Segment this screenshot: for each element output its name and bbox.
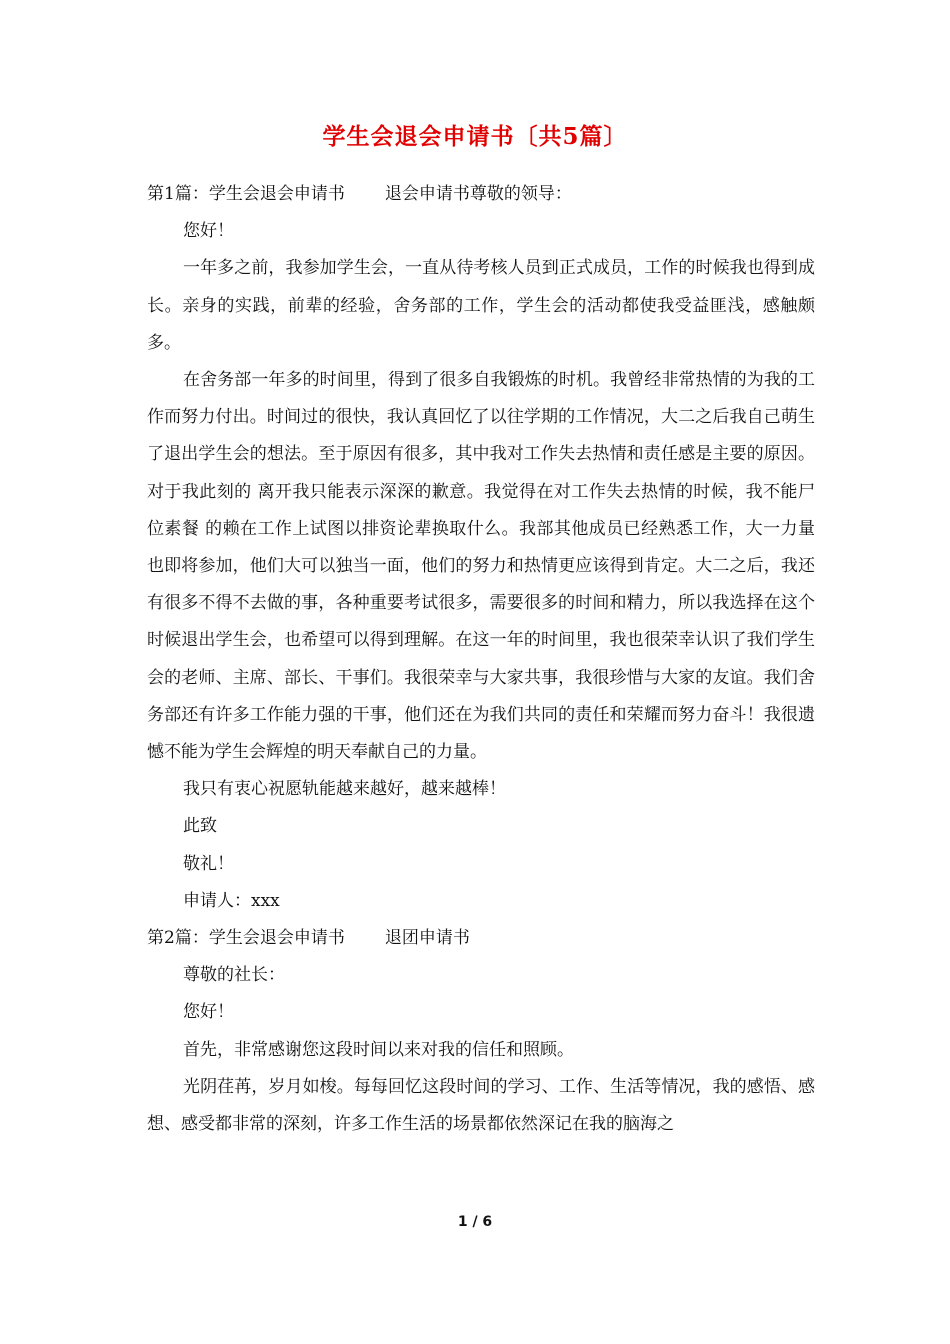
closing-wish: 我只有衷心祝愿轨能越来越好，越来越棒！: [183, 779, 506, 800]
greeting: 您好！: [183, 1002, 234, 1023]
document-body: [147, 176, 815, 1143]
body-paragraph: 光阴荏苒，岁月如梭。每每回忆这段时间的学习、工作、生活等情况，我的感悟、感想、感受都非常的深刻，许多工作生活的场景都依然深记在我的脑海之: [147, 1076, 815, 1134]
closing-salutation: 此致: [183, 816, 217, 837]
body-paragraph: 一年多之前，我参加学生会，一直从待考核人员到正式成员，工作的时候我也得到成长。亲身的实践，前辈的经验，舍务部的工作，学生会的活动都使我受益匪浅，感触颇多。: [147, 258, 815, 353]
document-title: 学生会退会申请书〔共5篇〕: [322, 123, 628, 150]
article-subheading: 退会申请书尊敬的领导：: [384, 184, 572, 204]
body-paragraph: 首先，非常感谢您这段时间以来对我的信任和照顾。: [183, 1039, 574, 1060]
signature: 申请人：xxx: [183, 890, 280, 911]
page-indicator: 1 / 6: [457, 1214, 493, 1230]
closing-regards: 敬礼！: [183, 853, 234, 874]
greeting: 您好！: [183, 221, 234, 242]
article-heading: 第2篇：学生会退会申请书: [147, 927, 345, 948]
article-heading-row: [147, 176, 815, 213]
article-subheading: 退团申请书: [384, 927, 470, 948]
article-heading-row: [147, 920, 815, 957]
salutation: 尊敬的社长：: [183, 965, 285, 986]
article-heading: 第1篇：学生会退会申请书: [147, 184, 345, 204]
body-paragraph: 在舍务部一年多的时间里，得到了很多自我锻炼的时机。我曾经非常热情的为我的工作而努力付出。时间过的很快，我认真回忆了以往学期的工作情况，大二之后我自己萌生了退出学生会的想法。至于原因有很多，其中我对工作失去热情和责任感是主要的原因。对于我此刻的 离开我只能表示深深的歉意。我觉得在对工作失去热情的时候，我不能尸位素餐 的赖在工作上试图以排资论辈换取什么。我部其他成员已经熟悉工作，大一力量也即将参加，他们大可以独当一面，他们的努力和热情更应该得到肯定。大二之后，我还有很多不得不去做的事，各种重要考试很多，需要很多的时间和精力，所以我选择在这个时候退出学生会，也希望可以得到理解。在这一年的时间里，我也很荣幸认识了我们学生会的老师、主席、部长、干事们。我很荣幸与大家共事，我很珍惜与大家的友谊。我们舍务部还有许多工作能力强的干事，他们还在为我们共同的责任和荣耀而努力奋斗！我很遗憾不能为学生会辉煌的明天奉献自己的力量。: [147, 369, 815, 763]
